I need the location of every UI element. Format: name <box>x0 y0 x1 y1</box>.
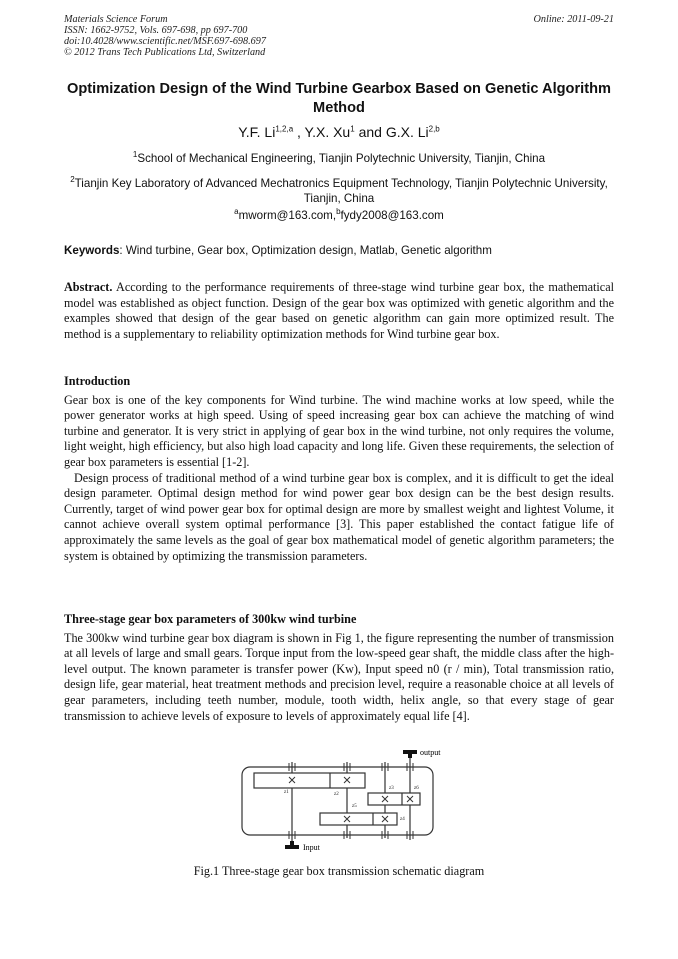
introduction-section <box>64 374 614 564</box>
gear-label: z4 <box>400 817 405 822</box>
gear-label: z6 <box>414 786 419 791</box>
author-sup: 1,2,a <box>275 124 294 134</box>
author-name: and G.X. Li <box>354 124 429 140</box>
online-date: Online: 2011-09-21 <box>533 14 614 25</box>
input-coupling <box>285 845 299 849</box>
output-coupling <box>403 750 417 754</box>
author-sup: 2,b <box>428 124 440 134</box>
housing-frame <box>242 767 433 835</box>
copyright: © 2012 Trans Tech Publications Ltd, Switzerland <box>64 47 266 58</box>
keywords-text: : Wind turbine, Gear box, Optimization design, Matlab, Genetic algorithm <box>119 244 492 257</box>
issn: ISSN: 1662-9752, Vols. 697-698, pp 697-700 <box>64 25 248 36</box>
author-name: Y.F. Li <box>238 124 276 140</box>
keywords <box>64 244 492 257</box>
gear-label: z2 <box>334 792 339 797</box>
affiliation-sup: 1 <box>132 150 138 159</box>
gear-label: z1 <box>284 790 289 795</box>
figure-caption: Fig.1 Three-stage gear box transmission schematic diagram <box>193 864 485 878</box>
journal-name: Materials Science Forum <box>64 14 168 25</box>
gear-pair-2 <box>320 813 397 825</box>
affiliation-1 <box>64 150 614 165</box>
gearbox-parameters-section <box>64 612 614 724</box>
affiliation-text: School of Mechanical Engineering, Tianjin Polytechnic University, Tianjin, China <box>137 151 546 165</box>
authors <box>64 124 614 140</box>
affiliation-sup: 2 <box>70 175 75 184</box>
paragraph: Gear box is one of the key components for Wind turbine. The wind machine works at low speed, while the power generator works at high speed. Using of speed increasing gear box can achieve the matching of wind turbine and generator. It is very strict in applying of gear box in the wind turbine, not only requires the volume, light weight, high efficiency, but also high load capacity and long life. Given these requirements, the selection of gear box parameters is essential [1-2]. <box>64 392 614 469</box>
gear-label: z5 <box>352 804 357 809</box>
gear-label: z3 <box>389 786 394 791</box>
section-heading: Three-stage gear box parameters of 300kw wind turbine <box>64 612 357 626</box>
paragraph: The 300kw wind turbine gear box diagram is shown in Fig 1, the figure representing the number of transmission at all levels of large and small gears. Torque input from the low-speed gear shaft, the middle class after the high-level output. The known parameter is transfer power (Kw), Input speed n0 (r / min), Total transmission ratio, design life, gear material, heat treatment methods and precision level, require a reasonable choice at all levels of gear parameters, including teeth number, module, tooth width, helix angle, so that every stage of gear transmission to achieve levels of exposure to levels of approximately equal life [4]. <box>64 630 614 723</box>
doi[interactable]: doi:10.4028/www.scientific.net/MSF.697-698.697 <box>64 36 266 47</box>
abstract-text: According to the performance requirements of three-stage wind turbine gear box, the mathematical model was established as object function. Design of the gear box was optimized with genetic algorithm and the examples showed that design of the gear based on genetic algorithm can gain more optimized result. The method is a supplementary to reliability optimization methods for Wind turbine gear box. <box>64 280 614 341</box>
affiliation-2 <box>64 172 614 206</box>
output-label: output <box>420 748 441 757</box>
paper-title: Optimization Design of the Wind Turbine Gearbox Based on Genetic Algorithm Method <box>67 81 611 116</box>
gear-pair-3 <box>368 793 420 805</box>
keywords-label: Keywords <box>64 244 120 257</box>
gear-pair-1 <box>254 773 365 788</box>
email: mworm@163.com, <box>238 208 337 222</box>
input-label: Input <box>303 843 320 852</box>
email-sup: a <box>234 207 239 216</box>
section-heading: Introduction <box>64 374 131 388</box>
journal-header <box>64 14 266 58</box>
abstract <box>64 280 614 342</box>
email-sup: b <box>336 207 341 216</box>
abstract-label: Abstract. <box>64 280 113 294</box>
author-sup: 1 <box>350 124 355 134</box>
email: fydy2008@163.com <box>340 208 444 222</box>
author-name: , Y.X. Xu <box>293 124 351 140</box>
emails <box>64 207 614 222</box>
paragraph: Design process of traditional method of a wind turbine gear box is complex, and it is difficult to get the ideal design parameter. Optimal design method for wind power gear box design can be the best design results. Currently, target of wind power gear box for optimal design are more by smallest weight and lightest Volume, it cannot achieve overall system optimal performance [3]. This paper established the contact fatigue life of approximately the same levels as the goal of gear box mathematical model of genetic algorithm parameters; the system is obtained by optimizing the transmission parameters. <box>64 470 614 563</box>
affiliation-text: Tianjin Key Laboratory of Advanced Mechatronics Equipment Technology, Tianjin Polytechnic University, Tianjin, China <box>74 176 608 205</box>
